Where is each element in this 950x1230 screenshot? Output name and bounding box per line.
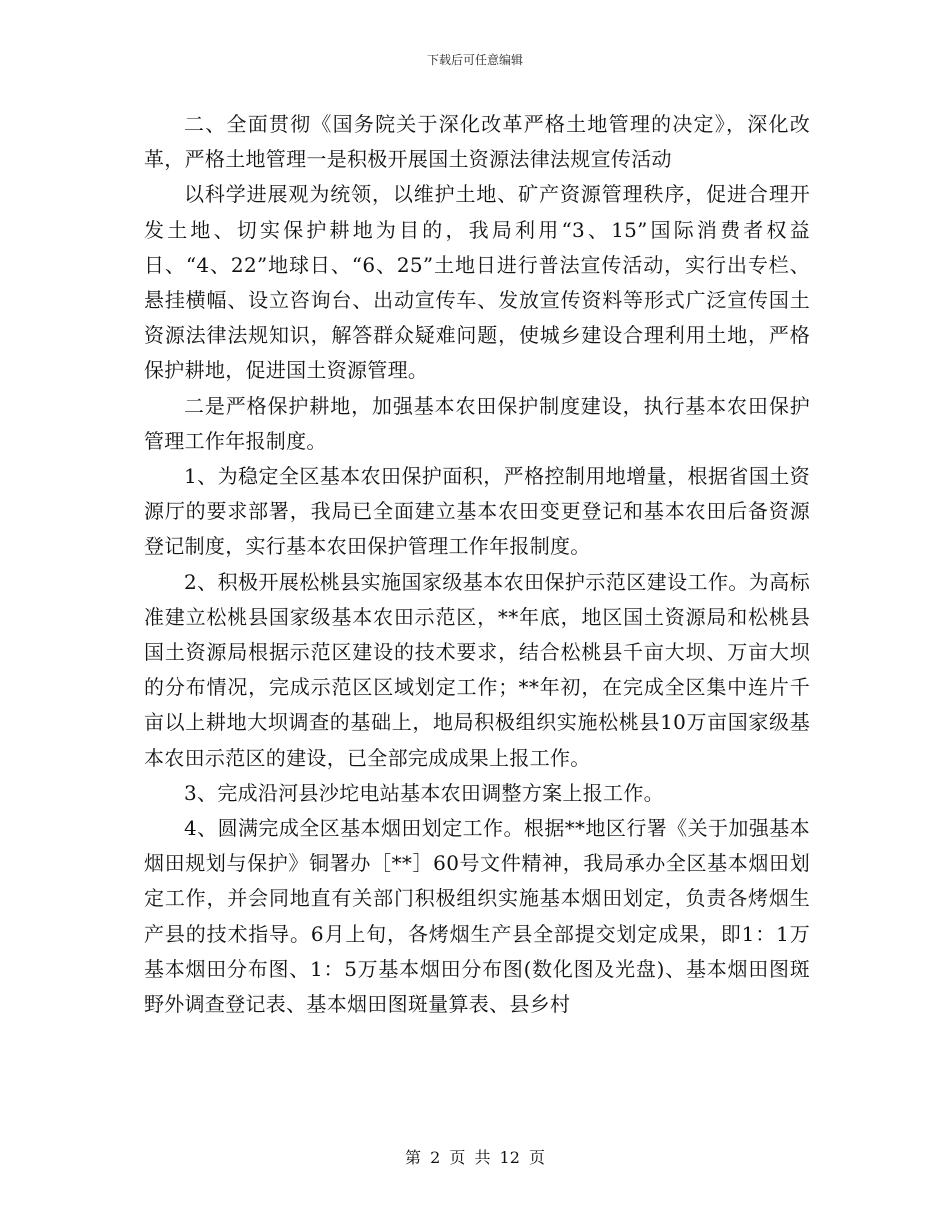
paragraph-1: 二、全面贯彻《国务院关于深化改革严格土地管理的决定》，深化改革，严格土地管理一是积极开展国土资源法律法规宣传活动 [144,112,810,172]
document-body [144,107,810,1022]
page-header: 下载后可任意编辑 [426,53,523,67]
page-number: 第 2 页 共 12 页 [405,1148,545,1167]
paragraph-7: 4、圆满完成全区基本烟田划定工作。根据**地区行署《关于加强基本烟田规划与保护》铜署办［**］60号文件精神，我局承办全区基本烟田划定工作，并会同地直有关部门积极组织实施基本烟田划定，负责各烤烟生产县的技术指导。6月上旬，各烤烟生产县全部提交划定成果，即1：1万基本烟田分布图、1：5万基本烟田分布图(数化图及光盘)、基本烟田图斑野外调查登记表、基本烟田图斑量算表、县乡村 [144,816,810,1017]
paragraph-2: 以科学进展观为统领，以维护土地、矿产资源管理秩序，促进合理开发土地、切实保护耕地为目的，我局利用“3、15”国际消费者权益日、“4、22”地球日、“6、25”土地日进行普法宣传活动，实行出专栏、悬挂横幅、设立咨询台、出动宣传车、发放宣传资料等形式广泛宣传国土资源法律法规知识，解答群众疑难问题，使城乡建设合理利用土地，严格保护耕地，促进国土资源管理。 [144,182,810,383]
paragraph-6: 3、完成沿河县沙坨电站基本农田调整方案上报工作。 [184,780,664,805]
paragraph-4: 1、为稳定全区基本农田保护面积，严格控制用地增量，根据省国土资源厅的要求部署，我局已全面建立基本农田变更登记和基本农田后备资源登记制度，实行基本农田保护管理工作年报制度。 [144,464,810,559]
paragraph-3: 二是严格保护耕地，加强基本农田保护制度建设，执行基本农田保护管理工作年报制度。 [144,393,810,453]
paragraph-5: 2、积极开展松桃县实施国家级基本农田保护示范区建设工作。为高标准建立松桃县国家级基本农田示范区，**年底，地区国土资源局和松桃县国土资源局根据示范区建设的技术要求，结合松桃县千亩大坝、万亩大坝的分布情况，完成示范区区域划定工作；**年初，在完成全区集中连片千亩以上耕地大坝调查的基础上，地局积极组织实施松桃县10万亩国家级基本农田示范区的建设，已全部完成成果上报工作。 [144,569,810,770]
